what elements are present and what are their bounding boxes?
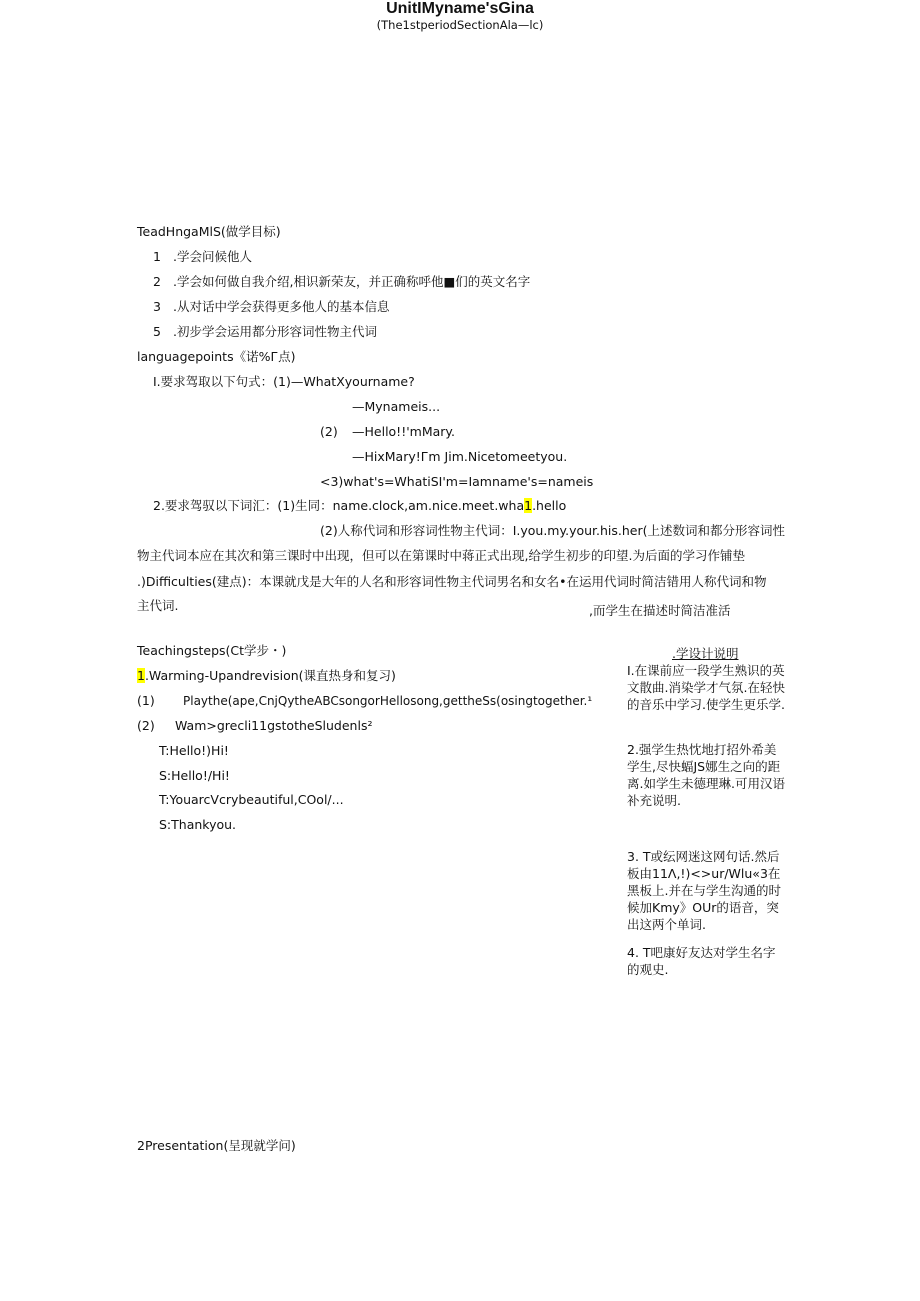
design-note: 3. T或纭网迷这网句话.然后板由11Λ,!)<>ur/Wlu«3在黑板上.并在与学生沟通的时候加Kmy》OUr的语音，突出这两个单词.	[627, 849, 781, 932]
language-point-sentence: —Mynameis...	[352, 399, 441, 414]
highlighted-text: 1	[524, 498, 533, 513]
language-point-sentence: I.要求驾取以下句式：(1)—WhatXyourname?	[153, 374, 415, 389]
language-point-sentence: —Hello!!'mMary.	[352, 424, 455, 439]
section-heading	[137, 668, 396, 684]
aim-number: 3	[153, 299, 161, 314]
vocabulary-line	[153, 498, 566, 514]
paragraph-line: 主代词.	[137, 598, 179, 613]
aim-text: .初步学会运用都分形容词性物主代词	[173, 324, 377, 339]
design-note: I.在课前应一段学生熟识的英文散曲.消染学才气氛.在轻快的音乐中学习.使学生更乐学.	[627, 663, 785, 712]
section-heading: 2Presentation(呈现就学问)	[137, 1138, 296, 1153]
dialogue-line: S:Thankyou.	[159, 817, 237, 832]
step-number: (2)	[137, 718, 155, 733]
highlighted-text: 1	[137, 668, 145, 683]
dialogue-line: S:Hello!/Hi!	[159, 768, 230, 783]
aim-number: 1	[153, 249, 161, 264]
design-notes-heading: .学设计说明	[672, 646, 739, 661]
aim-text: .从对话中学会获得更多他人的基本信息	[173, 299, 390, 314]
design-note: 2.强学生热忱地打招外希美学生,尽快蝠JS娜生之向的距离.如学生未德理琳.可用汉语补充说明.	[627, 742, 785, 808]
paragraph-line: 物主代词本应在其次和第三课时中出现，但可以在第课时中蒋正式出现,给学生初步的印望.为后面的学习作铺垫	[137, 548, 745, 563]
language-point-sentence: <3)what's=WhatiSI'm=Iamname's=nameis	[320, 474, 594, 489]
teaching-steps-heading: Teachingsteps(Ct学步・)	[137, 643, 287, 658]
aim-text: .学会如何做自我介绍,相识新荣友，并正确称呼他■们的英文名字	[173, 274, 531, 289]
aim-number: 5	[153, 324, 161, 339]
language-points-heading: languagepoints《诺%Г点)	[137, 349, 296, 364]
aim-text: .学会问候他人	[173, 249, 252, 264]
dialogue-line: T:YouarcVcrybeautiful,COol/...	[159, 792, 344, 807]
vocabulary-line: (2)人称代词和形容词性物主代词：I.you.my.your.his.her(上述数词和都分形容词性	[320, 523, 786, 538]
language-point-number: (2)	[320, 424, 338, 439]
dialogue-line: T:Hello!)Hi!	[159, 743, 229, 758]
paragraph-fragment: ,而学生在描述时简洁准活	[589, 603, 731, 618]
section-heading-text: .Warming-Upandrevision(课直热身和复习)	[144, 668, 396, 683]
step-text: Playthe(ape,CnjQytheABCsongorHellosong,gettheSs(osingtogether.¹	[183, 694, 593, 708]
teaching-aims-heading: TeadHngaMlS(做学目标)	[137, 224, 281, 239]
vocabulary-text: .hello	[532, 498, 567, 513]
page-subtitle: (The1stperiodSectionAla—lc)	[376, 18, 544, 32]
step-number: (1)	[137, 693, 155, 708]
paragraph-line: .)Difficulties(建点)：本课就戊是大年的人名和形容词性物主代词男名和女名•在运用代词时简洁错用人称代词和物	[137, 574, 767, 589]
language-point-sentence: —HixMary!Гm Jim.Nicetomeetyou.	[352, 449, 568, 464]
page-title: UnitIMyname'sGina	[386, 0, 534, 17]
design-note: 4. T吧康好友达对学生名字的观史.	[627, 945, 776, 977]
vocabulary-text: 2.要求驾驭以下词汇：(1)生同：name.clock,am.nice.meet.wha	[153, 498, 525, 513]
step-text: Wam>grecli11gstotheSludenls²	[175, 718, 373, 733]
aim-number: 2	[153, 274, 161, 289]
